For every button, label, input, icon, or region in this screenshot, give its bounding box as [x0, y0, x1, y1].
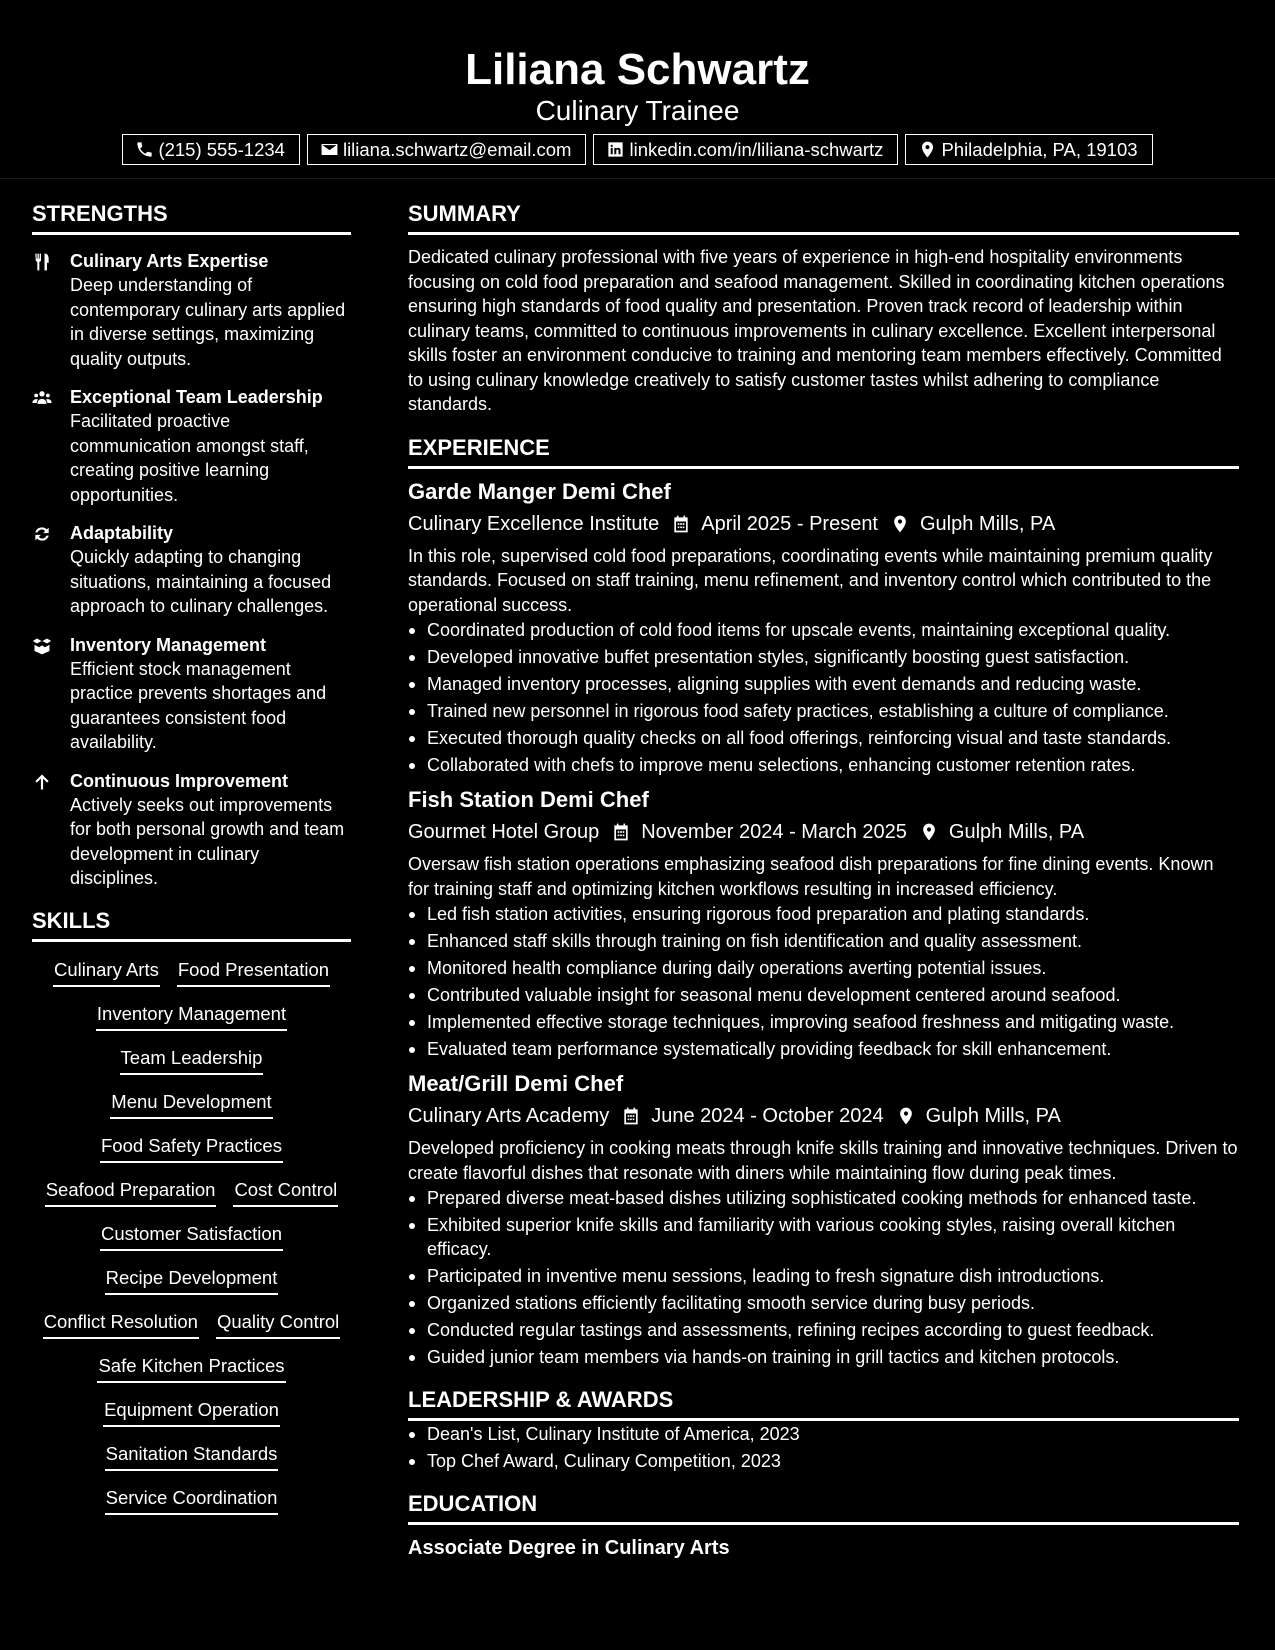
skill-tag: Service Coordination [105, 1486, 279, 1515]
skill-tag: Food Presentation [177, 958, 330, 987]
bullet-item: Participated in inventive menu sessions, leading to fresh signature dish introductions. [408, 1264, 1239, 1288]
bullet-item: Trained new personnel in rigorous food safety practices, establishing a culture of compliance. [408, 699, 1239, 723]
box-open-icon [32, 636, 52, 656]
job-title: Fish Station Demi Chef [408, 787, 649, 812]
bullet-item: Prepared diverse meat-based dishes utilizing sophisticated cooking methods for enhanced taste. [408, 1186, 1239, 1210]
strength-title: Adaptability [70, 523, 174, 543]
job-title: Garde Manger Demi Chef [408, 478, 671, 504]
contact-phone-text: (215) 555-1234 [158, 138, 285, 160]
job-description: Developed proficiency in cooking meats through knife skills training and innovative techniques. Driven to create flavorful dishes that resonate with diners while maintaining flow during peak times. [408, 1138, 1238, 1183]
skill-tag: Quality Control [216, 1310, 340, 1339]
strength-item [32, 633, 351, 755]
job-entry [408, 1069, 1239, 1369]
strength-title: Exceptional Team Leadership [70, 387, 323, 407]
education-heading: EDUCATION [408, 1488, 1239, 1525]
job-dates: June 2024 - October 2024 [651, 1105, 884, 1127]
job-entry [408, 785, 1239, 1061]
summary-heading: SUMMARY [408, 198, 1239, 235]
job-meta [408, 1101, 1239, 1131]
strength-item [32, 385, 351, 507]
right-column [408, 198, 1239, 1563]
bullet-item: Managed inventory processes, aligning supplies with event demands and reducing waste. [408, 672, 1239, 696]
utensils-icon [32, 252, 52, 272]
map-pin-icon [918, 140, 937, 159]
contact-email-text: liliana.schwartz@email.com [342, 138, 572, 160]
contact-linkedin[interactable] [593, 134, 898, 165]
bullet-item: Collaborated with chefs to improve menu selections, enhancing customer retention rates. [408, 753, 1239, 777]
bullet-item: Implemented effective storage techniques, improving seafood freshness and mitigating waste. [408, 1010, 1239, 1034]
calendar-icon [621, 1106, 641, 1126]
job-dates: November 2024 - March 2025 [641, 821, 907, 843]
strength-desc: Actively seeks out improvements for both personal growth and team development in culinary disciplines. [70, 794, 345, 888]
job-company: Gourmet Hotel Group [408, 821, 600, 843]
job-location: Gulph Mills, PA [920, 512, 1056, 535]
award-item: Top Chef Award, Culinary Competition, 2023 [408, 1449, 1239, 1473]
bullet-item: Exhibited superior knife skills and familiarity with various cooking styles, raising overall kitchen efficacy. [408, 1213, 1239, 1261]
strength-desc: Quickly adapting to changing situations, maintaining a focused approach to culinary challenges. [70, 547, 332, 616]
arrow-up-icon [32, 772, 52, 792]
job-description: In this role, supervised cold food preparations, coordinating events while maintaining premium quality standards. Focused on staff training, menu refinement, and inventory control which contributed to the operational success. [408, 545, 1213, 615]
job-meta [408, 817, 1239, 847]
skill-tag: Equipment Operation [103, 1398, 280, 1427]
experience-heading: EXPERIENCE [408, 432, 1239, 469]
skill-tag: Seafood Preparation [45, 1178, 217, 1207]
calendar-icon [611, 822, 631, 842]
skill-tag: Recipe Development [105, 1266, 279, 1295]
strengths-list [32, 249, 351, 891]
education-degree: Associate Degree in Culinary Arts [408, 1537, 730, 1559]
contact-location [905, 134, 1152, 165]
job-meta [408, 509, 1239, 539]
job-bullets [408, 1186, 1239, 1369]
bullet-item: Contributed valuable insight for seasonal menu development centered around seafood. [408, 983, 1239, 1007]
bullet-item: Enhanced staff skills through training on fish identification and quality assessment. [408, 929, 1239, 953]
skill-tag: Safe Kitchen Practices [97, 1354, 285, 1383]
skill-tag: Conflict Resolution [43, 1310, 199, 1339]
strengths-heading: STRENGTHS [32, 198, 351, 235]
strength-desc: Facilitated proactive communication amongst staff, creating positive learning opportunities. [70, 411, 309, 505]
linkedin-icon [606, 140, 625, 159]
bullet-item: Organized stations efficiently facilitating smooth service during busy periods. [408, 1291, 1239, 1315]
candidate-name: Liliana Schwartz [465, 45, 810, 94]
contact-linkedin-text: linkedin.com/in/liliana-schwartz [629, 138, 884, 160]
strength-item [32, 521, 351, 619]
job-entry [408, 477, 1239, 778]
strength-title: Inventory Management [70, 634, 267, 655]
bullet-item: Monitored health compliance during daily operations averting potential issues. [408, 956, 1239, 980]
map-pin-icon [919, 822, 939, 842]
skill-tag: Inventory Management [96, 1002, 287, 1031]
bullet-item: Coordinated production of cold food items for upscale events, maintaining exceptional quality. [408, 618, 1239, 642]
map-pin-icon [890, 514, 910, 534]
job-dates: April 2025 - Present [701, 512, 878, 535]
skill-tag: Menu Development [110, 1090, 272, 1119]
job-location: Gulph Mills, PA [925, 1105, 1061, 1127]
bullet-item: Evaluated team performance systematically providing feedback for skill enhancement. [408, 1037, 1239, 1061]
strength-desc: Deep understanding of contemporary culinary arts applied in diverse settings, maximizing quality outputs. [70, 275, 346, 369]
bullet-item: Developed innovative buffet presentation styles, significantly boosting guest satisfaction. [408, 645, 1239, 669]
bullet-item: Executed thorough quality checks on all food offerings, reinforcing visual and taste standards. [408, 726, 1239, 750]
calendar-icon [671, 514, 691, 534]
map-pin-icon [896, 1106, 916, 1126]
strength-item [32, 249, 351, 371]
envelope-icon [320, 140, 339, 159]
skill-tag: Food Safety Practices [100, 1134, 283, 1163]
awards-list [408, 1422, 1239, 1473]
skills-list [32, 958, 351, 1515]
users-icon [32, 388, 52, 408]
job-description: Oversaw fish station operations emphasizing seafood dish preparations for fine dining events. Known for training staff and optimizing kitchen workflows resulting in increased efficiency. [408, 854, 1214, 899]
refresh-icon [32, 524, 52, 544]
bullet-item: Conducted regular tastings and assessments, refining recipes according to guest feedback. [408, 1318, 1239, 1342]
skill-tag: Customer Satisfaction [100, 1222, 283, 1251]
skills-heading: SKILLS [32, 905, 351, 942]
strength-title: Continuous Improvement [70, 770, 289, 791]
job-title: Meat/Grill Demi Chef [408, 1071, 624, 1096]
summary-text: Dedicated culinary professional with five years of experience in high-end hospitality environments focusing on cold food preparation and seafood management. Skilled in coordinating kitchen operations ensuring high standards of food quality and presentation. Proven track record of leadership within culinary teams, committed to continuous improvements in culinary excellence. Excellent interpersonal skills foster an environment conducive to training and mentoring team members effectively. Committed to using culinary knowledge creatively to satisfy customer tastes whilst adhering to compliance standards. [408, 247, 1225, 414]
contact-phone[interactable] [122, 134, 300, 165]
skill-tag: Cost Control [233, 1178, 338, 1207]
resume-header [0, 0, 1275, 179]
job-company: Culinary Excellence Institute [408, 512, 660, 535]
contact-bar [0, 134, 1275, 165]
job-location: Gulph Mills, PA [948, 821, 1085, 843]
candidate-title: Culinary Trainee [535, 95, 740, 126]
contact-email[interactable] [307, 134, 587, 165]
contact-location-text: Philadelphia, PA, 19103 [941, 138, 1138, 160]
bullet-item: Guided junior team members via hands-on training in grill tactics and kitchen protocols. [408, 1345, 1239, 1369]
phone-icon [135, 140, 154, 159]
strength-title: Culinary Arts Expertise [70, 251, 269, 271]
awards-heading: LEADERSHIP & AWARDS [408, 1384, 1239, 1421]
award-item: Dean's List, Culinary Institute of America, 2023 [408, 1422, 1239, 1446]
bullet-item: Led fish station activities, ensuring rigorous food preparation and plating standards. [408, 902, 1239, 926]
strength-item [32, 769, 351, 891]
strength-desc: Efficient stock management practice prevents shortages and guarantees consistent food availability. [70, 658, 327, 752]
job-bullets [408, 902, 1239, 1061]
job-bullets [408, 618, 1239, 777]
skill-tag: Culinary Arts [53, 958, 160, 987]
left-column [32, 198, 351, 1515]
skill-tag: Team Leadership [120, 1046, 264, 1075]
job-company: Culinary Arts Academy [408, 1105, 610, 1127]
skill-tag: Sanitation Standards [105, 1442, 279, 1471]
